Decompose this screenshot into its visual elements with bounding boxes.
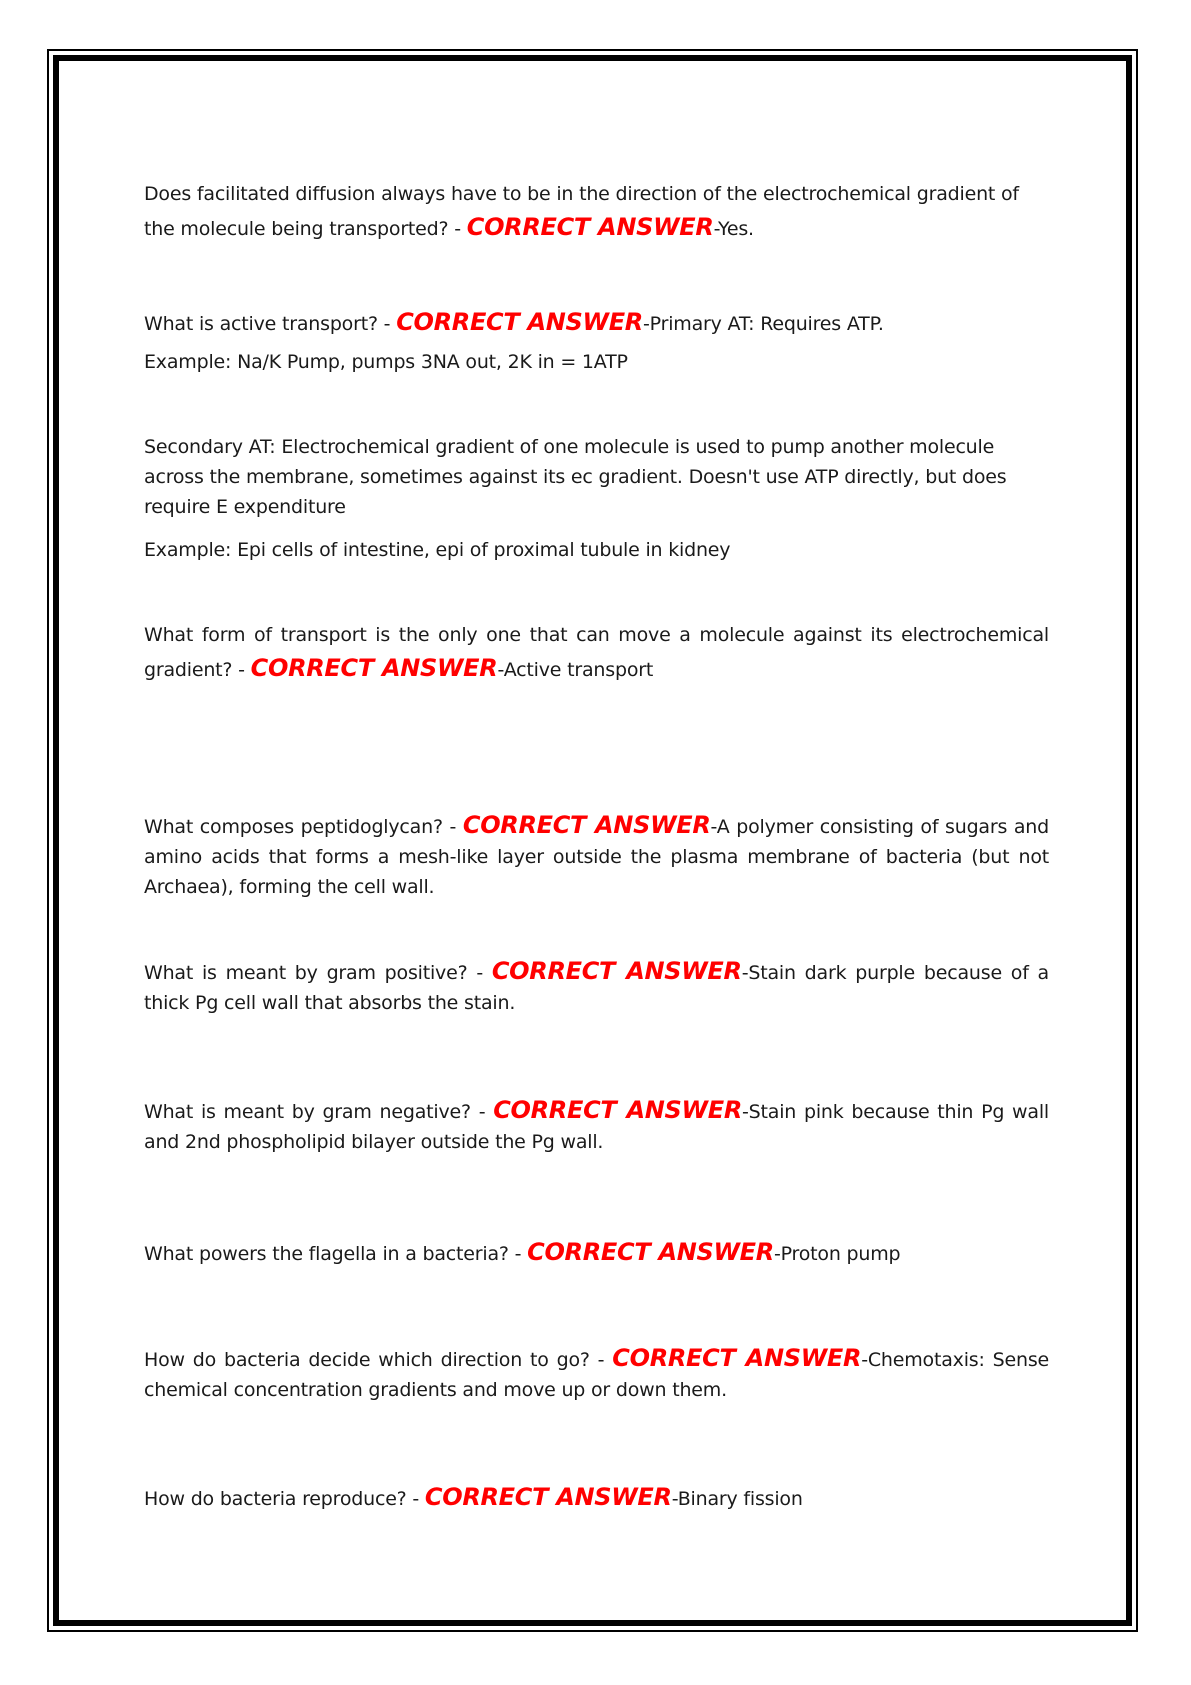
correct-answer-label: CORRECT ANSWER [612, 1344, 862, 1372]
answer-text: -Chemotaxis: Sense chemical concentration gradients and move up or down them. [144, 1349, 1050, 1401]
answer-text: -Primary AT: Requires ATP. [643, 313, 884, 335]
answer-text: -Yes. [713, 218, 754, 240]
question-text: What form of transport is the only one that can move a molecule against its electrochemical gradient? - [144, 624, 1049, 681]
correct-answer-label: CORRECT ANSWER [493, 1096, 742, 1124]
question-text: Does facilitated diffusion always have to be in the direction of the electrochemical gradient of the molecule being transported? - [144, 183, 1019, 240]
question-text: What is active transport? - [144, 313, 397, 335]
answer-note: Example: Epi cells of intestine, epi of proximal tubule in kidney [144, 539, 731, 561]
answer-text: -A polymer consisting of sugars and amino acids that forms a mesh-like layer outside the plasma membrane of bacteria (but not Archaea), forming the cell wall. [144, 816, 1050, 898]
question-text: What is meant by gram positive? - [144, 962, 492, 984]
answer-text: -Proton pump [773, 1243, 901, 1265]
correct-answer-label: CORRECT ANSWER [491, 957, 742, 985]
answer-text: -Stain dark purple because of a thick Pg cell wall that absorbs the stain. [144, 962, 1050, 1014]
correct-answer-label: CORRECT ANSWER [424, 1483, 672, 1511]
correct-answer-label: CORRECT ANSWER [466, 213, 714, 241]
question-text: How do bacteria decide which direction to go? - [144, 1349, 613, 1371]
answer-note: Secondary AT: Electrochemical gradient of one molecule is used to pump another molecule across the membrane, sometimes against its ec gradient. Doesn't use ATP directly, but does require E expenditure [144, 436, 1007, 518]
correct-answer-label: CORRECT ANSWER [527, 1238, 774, 1266]
qa-item-5 [144, 956, 1049, 1018]
qa-item-2 [144, 306, 1049, 341]
question-text: What is meant by gram negative? - [144, 1101, 494, 1123]
qa-item-7 [144, 1236, 1049, 1271]
qa-item-6 [144, 1095, 1049, 1157]
question-text: What composes peptidoglycan? - [144, 816, 463, 838]
question-text: How do bacteria reproduce? - [144, 1488, 425, 1510]
qa-item-8 [144, 1343, 1049, 1405]
correct-answer-label: CORRECT ANSWER [250, 654, 498, 682]
answer-text: -Binary fission [671, 1488, 803, 1510]
qa-item-9 [144, 1481, 1049, 1516]
correct-answer-label: CORRECT ANSWER [462, 811, 711, 839]
answer-note: Example: Na/K Pump, pumps 3NA out, 2K in = 1ATP [144, 351, 628, 373]
answer-text: -Stain pink because thin Pg wall and 2nd phospholipid bilayer outside the Pg wall. [144, 1101, 1049, 1153]
qa-item-4 [144, 810, 1049, 902]
correct-answer-label: CORRECT ANSWER [396, 308, 643, 336]
qa-item-1 [144, 178, 1049, 246]
question-text: What powers the flagella in a bacteria? - [144, 1243, 528, 1265]
answer-text: -Active transport [497, 659, 654, 681]
qa-item-3 [144, 619, 1049, 687]
